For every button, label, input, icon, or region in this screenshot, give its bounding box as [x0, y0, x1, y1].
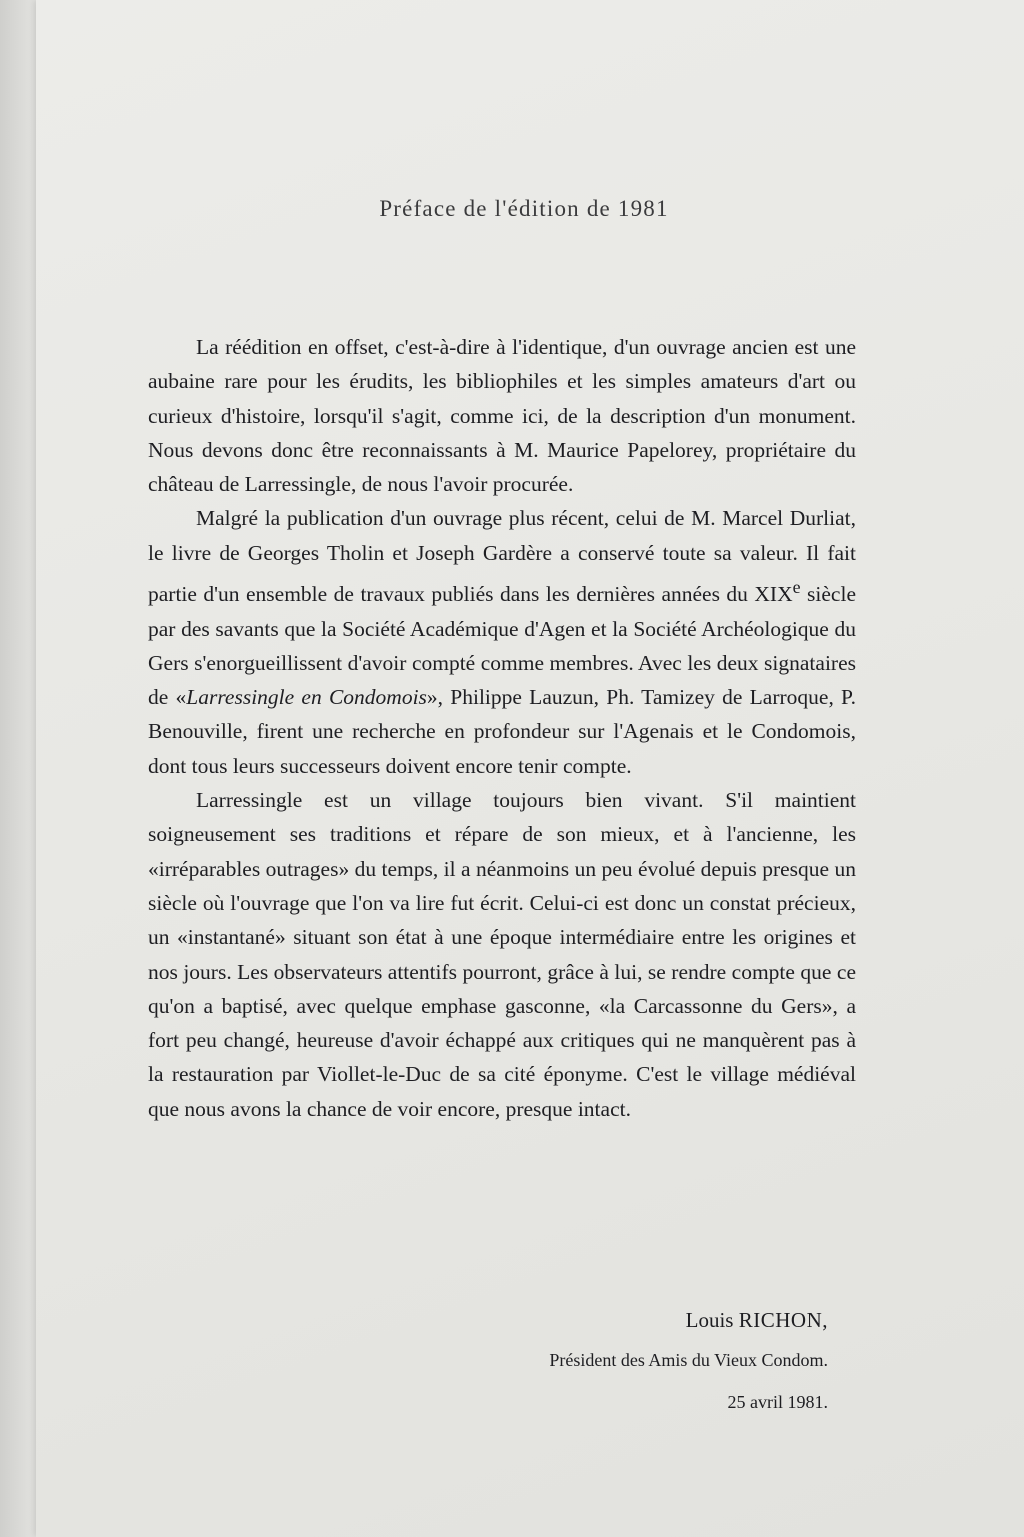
- signature-role: Président des Amis du Vieux Condom.: [549, 1350, 828, 1370]
- signature-date: 25 avril 1981.: [727, 1392, 828, 1412]
- paragraph-1: La réédition en offset, c'est-à-dire à l'identique, d'un ouvrage ancien est une aubaine rare pour les érudits, les bibliophiles et les simples amateurs d'art ou curieux d'histoire, lorsqu'il s'agit, comme ici, de la description d'un monument. Nous devons donc être reconnaissants à M. Maurice Papelorey, propriétaire du château de Larressingle, de nous l'avoir procurée.: [148, 335, 856, 497]
- adjacent-page-edge: [0, 0, 40, 1537]
- paragraph-2-text-a: Malgré la publication d'un ouvrage plus récent, celui de M. Marcel Durliat, le livre de Georges Tholin et Joseph Gardère a conservé toute sa valeur. Il fait partie d'un ensemble de travaux publiés dans les dernières années du XIX: [148, 506, 856, 607]
- paragraph-2: [148, 501, 856, 783]
- page-title: Préface de l'édition de 1981: [379, 196, 669, 221]
- signature-last-name: RICHON,: [738, 1308, 828, 1332]
- book-title-italic: Larressingle en Condomois: [186, 685, 427, 710]
- signature-first-name: Louis: [685, 1308, 734, 1332]
- paragraph-2-text-c: », Philippe Lauzun, Ph. Tamizey de Larroque, P. Benouville, firent une recherche en profondeur sur l'Agenais et le Condomois, dont tous leurs successeurs doivent encore tenir compte.: [148, 685, 856, 778]
- paragraph-2-text-b: siècle par des savants que la Société Académique d'Agen et la Société Archéologique du Gers s'enorgueillissent d'avoir compté comme membres. Avec les deux signataires de «: [148, 582, 856, 710]
- signature-name: [686, 1308, 828, 1333]
- paragraph-3: Larressingle est un village toujours bien vivant. S'il maintient soigneusement ses traditions et répare de son mieux, et à l'ancienne, les «irréparables outrages» du temps, il a néanmoins un peu évolué depuis presque un siècle où l'ouvrage que l'on va lire fut écrit. Celui-ci est donc un constat précieux, un «instantané» situant son état à une époque intermédiaire entre les origines et nos jours. Les observateurs attentifs pourront, grâce à lui, se rendre compte que ce qu'on a baptisé, avec quelque emphase gasconne, «la Carcassonne du Gers», a fort peu changé, heureuse d'avoir échappé aux critiques qui ne manquèrent pas à la restauration par Viollet-le-Duc de sa cité éponyme. C'est le village médiéval que nous avons la chance de voir encore, presque intact.: [148, 788, 856, 1121]
- book-page: [36, 0, 1024, 1537]
- preface-body: [148, 330, 856, 1126]
- century-superscript: e: [792, 577, 801, 598]
